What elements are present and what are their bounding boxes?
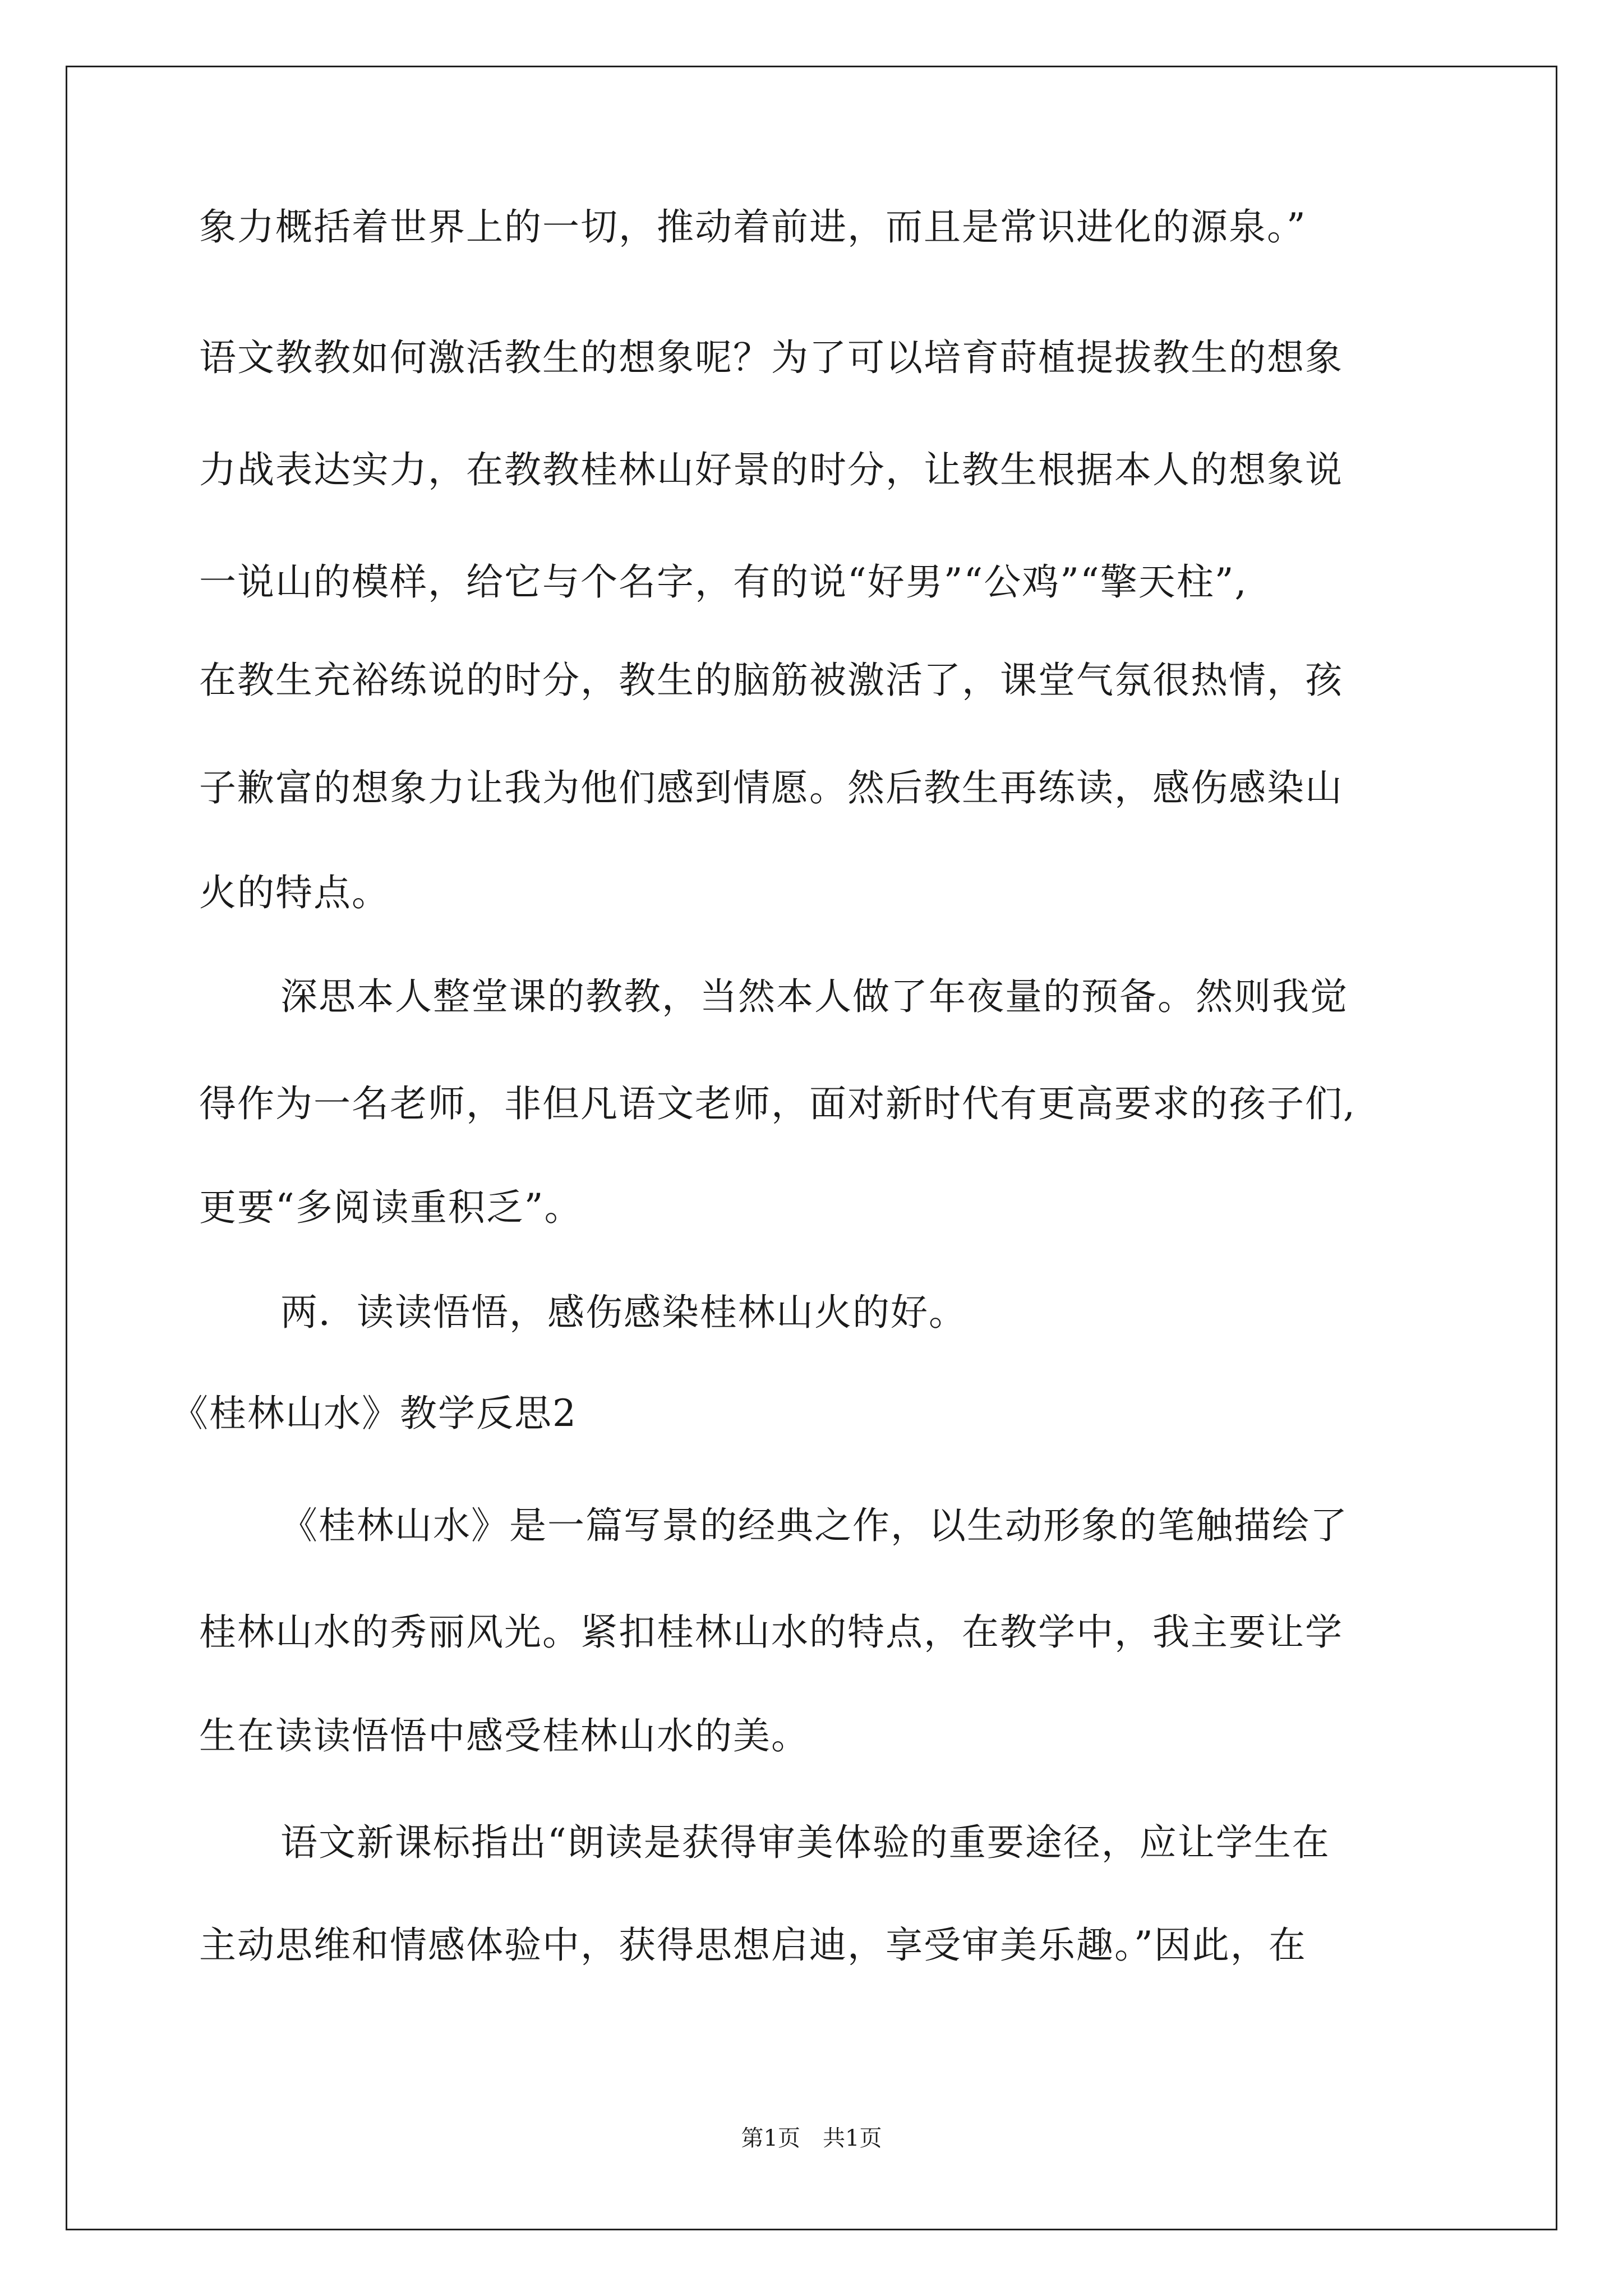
text-line-14: 桂林山水的秀丽风光。紧扣桂林山水的特点，在教学中，我主要让学 (199, 1611, 1343, 1654)
section-heading: 《桂林山水》教学反思2 (171, 1392, 577, 1435)
text-line-2: 语文教教如何激活教生的想象呢？为了可以培育莳植提拔教生的想象 (199, 336, 1343, 379)
text-line-4: 一说山的模样，给它与个名字，有的说“好男”“公鸡”“擎天柱”, (199, 560, 1248, 604)
text-line-10: 更要“多阅读重积乏”。 (199, 1186, 583, 1229)
paragraph-start-line: 两．读读悟悟，感伤感染桂林山火的好。 (280, 1291, 967, 1334)
paragraph-start-line: 《桂林山水》是一篇写景的经典之作，以生动形象的笔触描绘了 (280, 1504, 1348, 1547)
page-border (66, 66, 1557, 2230)
text-line-6: 子歉富的想象力让我为他们感到情愿。然后教生再练读，感伤感染山 (199, 766, 1343, 809)
text-line-9: 得作为一名老师，非但凡语文老师，面对新时代有更高要求的孩子们, (199, 1082, 1356, 1125)
text-line-17: 主动思维和情感体验中，获得思想启迪，享受审美乐趣。”因此，在 (199, 1924, 1307, 1967)
text-line-7: 火的特点。 (199, 871, 390, 914)
page-footer: 第1页 共1页 (741, 2125, 882, 2151)
paragraph-start-line: 语文新课标指出“朗读是获得审美体验的重要途径，应让学生在 (280, 1821, 1330, 1864)
text-line-15: 生在读读悟悟中感受桂林山水的美。 (199, 1714, 809, 1757)
text-line-3: 力战表达实力，在教教桂林山好景的时分，让教生根据本人的想象说 (199, 448, 1343, 491)
paragraph-start-line: 深思本人整堂课的教教，当然本人做了年夜量的预备。然则我觉 (280, 975, 1348, 1018)
text-line-5: 在教生充裕练说的时分，教生的脑筋被激活了，课堂气氛很热情，孩 (199, 659, 1343, 702)
text-line-1: 象力概括着世界上的一切，推动着前进，而且是常识进化的源泉。” (199, 205, 1307, 249)
